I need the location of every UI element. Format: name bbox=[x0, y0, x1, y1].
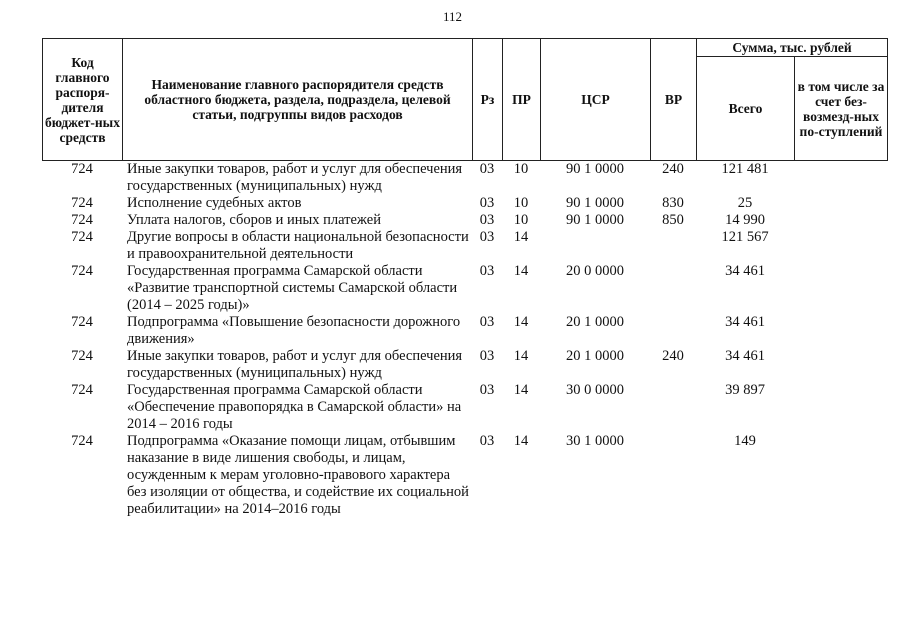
cell-rz: 03 bbox=[479, 229, 495, 245]
table-row bbox=[42, 314, 887, 348]
cell-pr: 14 bbox=[513, 433, 529, 449]
cell-code: 724 bbox=[71, 229, 93, 245]
page-number: 112 bbox=[442, 9, 463, 24]
table-row bbox=[42, 229, 887, 263]
cell-name: Государственная программа Самарской области «Обеспечение правопорядка в Самарской области» на 2014 – 2016 годы bbox=[127, 382, 462, 432]
cell-name: Иные закупки товаров, работ и услуг для обеспечения государственных (муниципальных) нужд bbox=[127, 348, 463, 381]
cell-code: 724 bbox=[71, 195, 93, 211]
cell-csr: 20 1 0000 bbox=[566, 314, 624, 330]
cell-name: Иные закупки товаров, работ и услуг для обеспечения государственных (муниципальных) нужд bbox=[127, 161, 463, 194]
cell-total: 34 461 bbox=[725, 314, 765, 330]
header-csr: ЦСР bbox=[541, 39, 651, 161]
table-body bbox=[42, 161, 887, 518]
header-total: Всего bbox=[697, 57, 795, 161]
header-rz: Рз bbox=[473, 39, 503, 161]
table-row bbox=[42, 263, 887, 314]
cell-code: 724 bbox=[71, 212, 93, 228]
cell-total: 25 bbox=[737, 195, 753, 211]
cell-code: 724 bbox=[71, 161, 93, 177]
cell-code: 724 bbox=[71, 348, 93, 364]
cell-total: 34 461 bbox=[725, 348, 765, 364]
cell-vr: 240 bbox=[662, 348, 684, 364]
cell-total: 121 481 bbox=[721, 161, 769, 177]
cell-pr: 10 bbox=[513, 212, 529, 228]
cell-total: 149 bbox=[734, 433, 756, 449]
cell-rz: 03 bbox=[479, 348, 495, 364]
header-name: Наименование главного распорядителя средств областного бюджета, раздела, подраздела, целевой статьи, подгруппы видов расходов bbox=[123, 39, 473, 161]
cell-rz: 03 bbox=[479, 263, 495, 279]
cell-pr: 14 bbox=[513, 229, 529, 245]
cell-name: Государственная программа Самарской области «Развитие транспортной системы Самарской области (2014 – 2025 годы)» bbox=[127, 263, 458, 313]
cell-rz: 03 bbox=[479, 195, 495, 211]
cell-name: Подпрограмма «Оказание помощи лицам, отбывшим наказание в виде лишения свободы, и лицам, осужденным к мерам уголовно-правового характера без изоляции от общества, и содействие их социальной реабилитации» на 2014–2016 годы bbox=[127, 433, 469, 517]
table-row bbox=[42, 433, 887, 518]
cell-csr: 30 0 0000 bbox=[566, 382, 624, 398]
cell-name: Другие вопросы в области национальной безопасности и правоохранительной деятельности bbox=[127, 229, 469, 262]
table-row bbox=[42, 348, 887, 382]
cell-vr: 240 bbox=[662, 161, 684, 177]
cell-total: 34 461 bbox=[725, 263, 765, 279]
cell-vr: 850 bbox=[662, 212, 684, 228]
cell-code: 724 bbox=[71, 314, 93, 330]
header-free: в том числе за счет без-возмезд-ных по-ступлений bbox=[795, 57, 888, 161]
cell-pr: 14 bbox=[513, 348, 529, 364]
table-row bbox=[42, 382, 887, 433]
header-sum: Сумма, тыс. рублей bbox=[697, 39, 888, 57]
cell-pr: 10 bbox=[513, 195, 529, 211]
header-pr: ПР bbox=[503, 39, 541, 161]
cell-vr: 830 bbox=[662, 195, 684, 211]
cell-pr: 14 bbox=[513, 263, 529, 279]
cell-csr: 90 1 0000 bbox=[566, 161, 624, 177]
cell-total: 39 897 bbox=[725, 382, 765, 398]
table-header bbox=[42, 38, 888, 161]
header-code: Код главного распоря-дителя бюджет-ных средств bbox=[43, 39, 123, 161]
cell-rz: 03 bbox=[479, 382, 495, 398]
cell-name: Подпрограмма «Повышение безопасности дорожного движения» bbox=[127, 314, 461, 347]
cell-total: 14 990 bbox=[725, 212, 765, 228]
cell-csr: 20 1 0000 bbox=[566, 348, 624, 364]
cell-csr: 90 1 0000 bbox=[566, 195, 624, 211]
cell-name: Исполнение судебных актов bbox=[127, 195, 302, 211]
cell-rz: 03 bbox=[479, 314, 495, 330]
cell-code: 724 bbox=[71, 263, 93, 279]
table-row bbox=[42, 195, 887, 212]
table-row bbox=[42, 212, 887, 229]
cell-total: 121 567 bbox=[721, 229, 769, 245]
header-vr: ВР bbox=[651, 39, 697, 161]
cell-code: 724 bbox=[71, 433, 93, 449]
cell-name: Уплата налогов, сборов и иных платежей bbox=[127, 212, 381, 228]
table-row bbox=[42, 161, 887, 195]
cell-rz: 03 bbox=[479, 161, 495, 177]
cell-csr: 20 0 0000 bbox=[566, 263, 624, 279]
cell-rz: 03 bbox=[479, 433, 495, 449]
cell-pr: 14 bbox=[513, 314, 529, 330]
cell-code: 724 bbox=[71, 382, 93, 398]
cell-csr: 90 1 0000 bbox=[566, 212, 624, 228]
cell-csr: 30 1 0000 bbox=[566, 433, 624, 449]
cell-pr: 14 bbox=[513, 382, 529, 398]
cell-pr: 10 bbox=[513, 161, 529, 177]
cell-rz: 03 bbox=[479, 212, 495, 228]
